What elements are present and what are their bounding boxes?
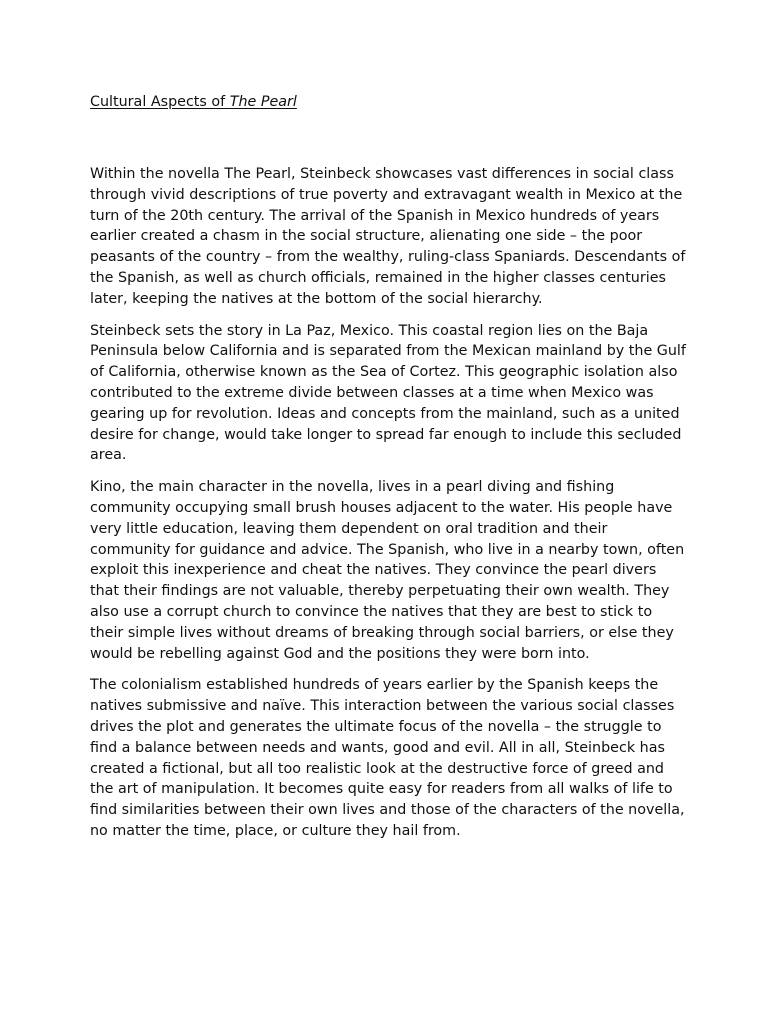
document-body <box>90 164 686 842</box>
paragraph-4: The colonialism established hundreds of years earlier by the Spanish keeps the natives submissive and naïve. This interaction between the various social classes drives the plot and generates the ultimate focus of the novella – the struggle to find a balance between needs and wants, good and evil. All in all, Steinbeck has created a fictional, but all too realistic look at the destructive force of greed and the art of manipulation. It becomes quite easy for readers from all walks of life to find similarities between their own lives and those of the characters of the novella, no matter the time, place, or culture they hail from. <box>90 677 685 839</box>
title-text: Cultural Aspects of <box>90 94 230 110</box>
paragraph-2: Steinbeck sets the story in La Paz, Mexico. This coastal region lies on the Baja Peninsula below California and is separated from the Mexican mainland by the Gulf of California, otherwise known as the Sea of Cortez. This geographic isolation also contributed to the extreme divide between classes at a time when Mexico was gearing up for revolution. Ideas and concepts from the mainland, such as a united desire for change, would take longer to spread far enough to include this secluded area. <box>90 322 686 464</box>
document-title <box>90 92 686 112</box>
title-book-name: The Pearl <box>229 94 297 110</box>
document-page <box>90 92 686 853</box>
paragraph-1: Within the novella The Pearl, Steinbeck showcases vast differences in social class through vivid descriptions of true poverty and extravagant wealth in Mexico at the turn of the 20th century. The arrival of the Spanish in Mexico hundreds of years earlier created a chasm in the social structure, alienating one side – the poor peasants of the country – from the wealthy, ruling-class Spaniards. Descendants of the Spanish, as well as church officials, remained in the higher classes centuries later, keeping the natives at the bottom of the social hierarchy. <box>90 166 686 307</box>
paragraph-3: Kino, the main character in the novella, lives in a pearl diving and fishing community occupying small brush houses adjacent to the water. His people have very little education, leaving them dependent on oral tradition and their community for guidance and advice. The Spanish, who live in a nearby town, often exploit this inexperience and cheat the natives. They convince the pearl divers that their findings are not valuable, thereby perpetuating their own wealth. They also use a corrupt church to convince the natives that they are best to stick to their simple lives without dreams of breaking through social barriers, or else they would be rebelling against God and the positions they were born into. <box>90 479 685 662</box>
